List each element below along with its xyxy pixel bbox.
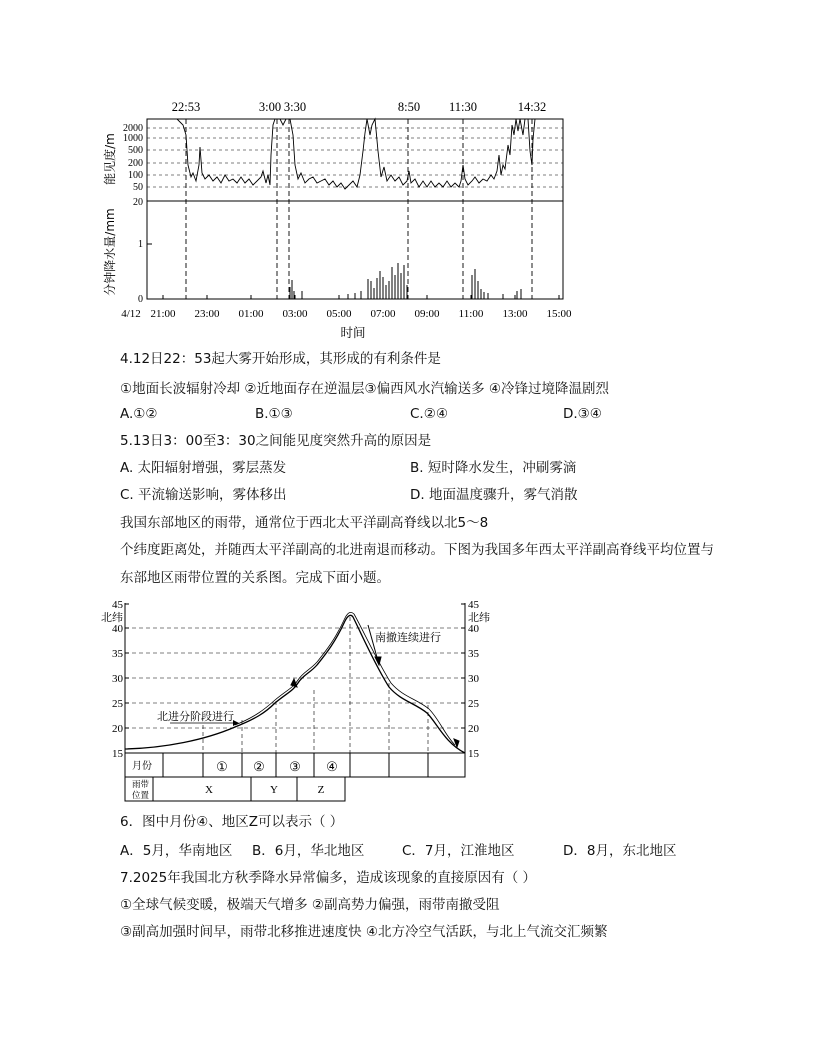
rain-axis-label: 分钟降水量/mm	[103, 208, 117, 296]
x-tick-label: 07:00	[370, 308, 396, 320]
y-tick-left: 45	[112, 599, 123, 611]
y-tick-right: 30	[468, 673, 479, 685]
q5-option-b[interactable]: B. 短时降水发生，冲刷雾滴	[410, 460, 577, 476]
q7-statement-1: ①全球气候变暖，极端天气增多 ②副高势力偏强，雨带南撤受阻	[120, 897, 500, 913]
y-tick-right: 45	[468, 599, 479, 611]
y-tick-left: 30	[112, 673, 123, 685]
q4-option-a[interactable]: A.①②	[120, 406, 158, 422]
top-time-label: 3:30	[283, 100, 307, 114]
x-tick-label: 13:00	[502, 308, 528, 320]
intro-line-1: 我国东部地区的雨带，通常位于西北太平洋副高脊线以北5～8	[120, 515, 489, 531]
month-row-label: 月份	[132, 761, 152, 772]
visibility-precip-figure	[105, 95, 575, 345]
month-cell: ①	[216, 759, 228, 774]
y-axis-label-left: 北纬	[101, 611, 123, 624]
x-tick-label: 01:00	[238, 308, 264, 320]
top-time-label: 11:30	[448, 100, 478, 114]
belt-row-label: 位置	[132, 791, 150, 801]
visibility-line	[167, 119, 535, 189]
q4-options	[120, 405, 740, 423]
belt-cell-y: Y	[270, 784, 278, 796]
y-tick-left: 40	[112, 623, 123, 635]
vis-tick-label: 2000	[123, 123, 143, 134]
q7-stem: 7.2025年我国北方秋季降水异常偏多，造成该现象的直接原因有（ ）	[120, 870, 537, 886]
y-tick-left: 25	[112, 698, 123, 710]
x-tick-label: 15:00	[546, 308, 572, 320]
top-time-label: 8:50	[397, 100, 421, 114]
y-tick-right: 20	[468, 723, 479, 735]
q6-option-a[interactable]: A．5月，华南地区	[120, 843, 233, 859]
q5-option-d[interactable]: D. 地面温度骤升，雾气消散	[410, 487, 578, 503]
q5-stem: 5.13日3：00至3：30之间能见度突然升高的原因是	[120, 433, 432, 449]
top-time-label: 3:00	[258, 100, 282, 114]
q6-option-c[interactable]: C．7月，江淮地区	[402, 843, 515, 859]
top-time-label: 22:53	[171, 100, 201, 114]
rain-tick-label: 1	[138, 239, 143, 250]
q5-option-c[interactable]: C. 平流输送影响，雾体移出	[120, 487, 287, 503]
vis-tick-label: 200	[128, 158, 143, 169]
vis-tick-label: 50	[133, 182, 143, 193]
belt-row-label: 雨带	[132, 780, 150, 790]
vis-tick-label: 20	[133, 197, 143, 208]
annotation-south: 南撤连续进行	[375, 631, 441, 644]
x-tick-label: 09:00	[414, 308, 440, 320]
q4-statements: ①地面长波辐射冷却 ②近地面存在逆温层③偏西风水汽输送多 ④冷锋过境降温剧烈	[120, 381, 609, 397]
q6-options	[120, 842, 740, 860]
top-time-label: 14:32	[517, 100, 547, 114]
date-label: 4/12	[121, 308, 141, 320]
q5-options-row1	[120, 459, 740, 477]
belt-cell-z: Z	[317, 784, 325, 796]
y-axis-label-right: 北纬	[468, 611, 490, 624]
x-axis-label: 时间	[340, 325, 366, 340]
x-tick-label: 05:00	[326, 308, 352, 320]
subtropical-high-figure	[101, 595, 505, 805]
month-cell: ②	[253, 759, 265, 774]
q5-option-a[interactable]: A. 太阳辐射增强，雾层蒸发	[120, 460, 287, 476]
y-tick-left: 20	[112, 723, 123, 735]
q4-option-c[interactable]: C.②④	[410, 406, 448, 422]
event-dashed-lines	[186, 119, 532, 299]
q6-option-d[interactable]: D．8月，东北地区	[563, 843, 677, 859]
q4-option-d[interactable]: D.③④	[563, 406, 602, 422]
y-tick-right: 40	[468, 623, 479, 635]
intro-line-2: 个纬度距离处，并随西太平洋副高的北进南退而移动。下图为我国多年西太平洋副高脊线平均位置与	[120, 542, 714, 558]
q5-options-row2	[120, 486, 740, 504]
x-tick-label: 03:00	[282, 308, 308, 320]
intro-line-3: 东部地区雨带位置的关系图。完成下面小题。	[120, 570, 390, 586]
q7-statement-2: ③副高加强时间早，雨带北移推进速度快 ④北方冷空气活跃，与北上气流交汇频繁	[120, 924, 608, 940]
belt-cell-x: X	[205, 784, 213, 796]
vis-tick-label: 500	[128, 145, 143, 156]
y-tick-right: 35	[468, 648, 479, 660]
visibility-gridlines	[147, 128, 563, 187]
precip-bars	[290, 263, 521, 299]
vis-tick-label: 1000	[123, 133, 143, 144]
q6-stem: 6．图中月份④、地区Z可以表示（ ）	[120, 814, 344, 830]
q6-option-b[interactable]: B．6月，华北地区	[252, 843, 365, 859]
y-tick-right: 15	[468, 748, 479, 760]
vis-axis-label: 能见度/m	[103, 133, 117, 185]
vis-tick-label: 100	[128, 170, 143, 181]
y-tick-left: 35	[112, 648, 123, 660]
month-cell: ③	[289, 759, 301, 774]
y-tick-left: 15	[112, 748, 123, 760]
q4-stem: 4.12日22：53起大雾开始形成，其形成的有利条件是	[120, 351, 441, 367]
x-tick-label: 23:00	[194, 308, 220, 320]
plot-frame	[147, 119, 563, 299]
annotation-north: 北进分阶段进行	[157, 710, 234, 723]
x-tick-label: 11:00	[458, 308, 484, 320]
rain-tick-label: 0	[138, 294, 143, 305]
month-cell: ④	[326, 759, 338, 774]
x-tick-label: 21:00	[150, 308, 176, 320]
q4-option-b[interactable]: B.①③	[255, 406, 293, 422]
y-tick-right: 25	[468, 698, 479, 710]
